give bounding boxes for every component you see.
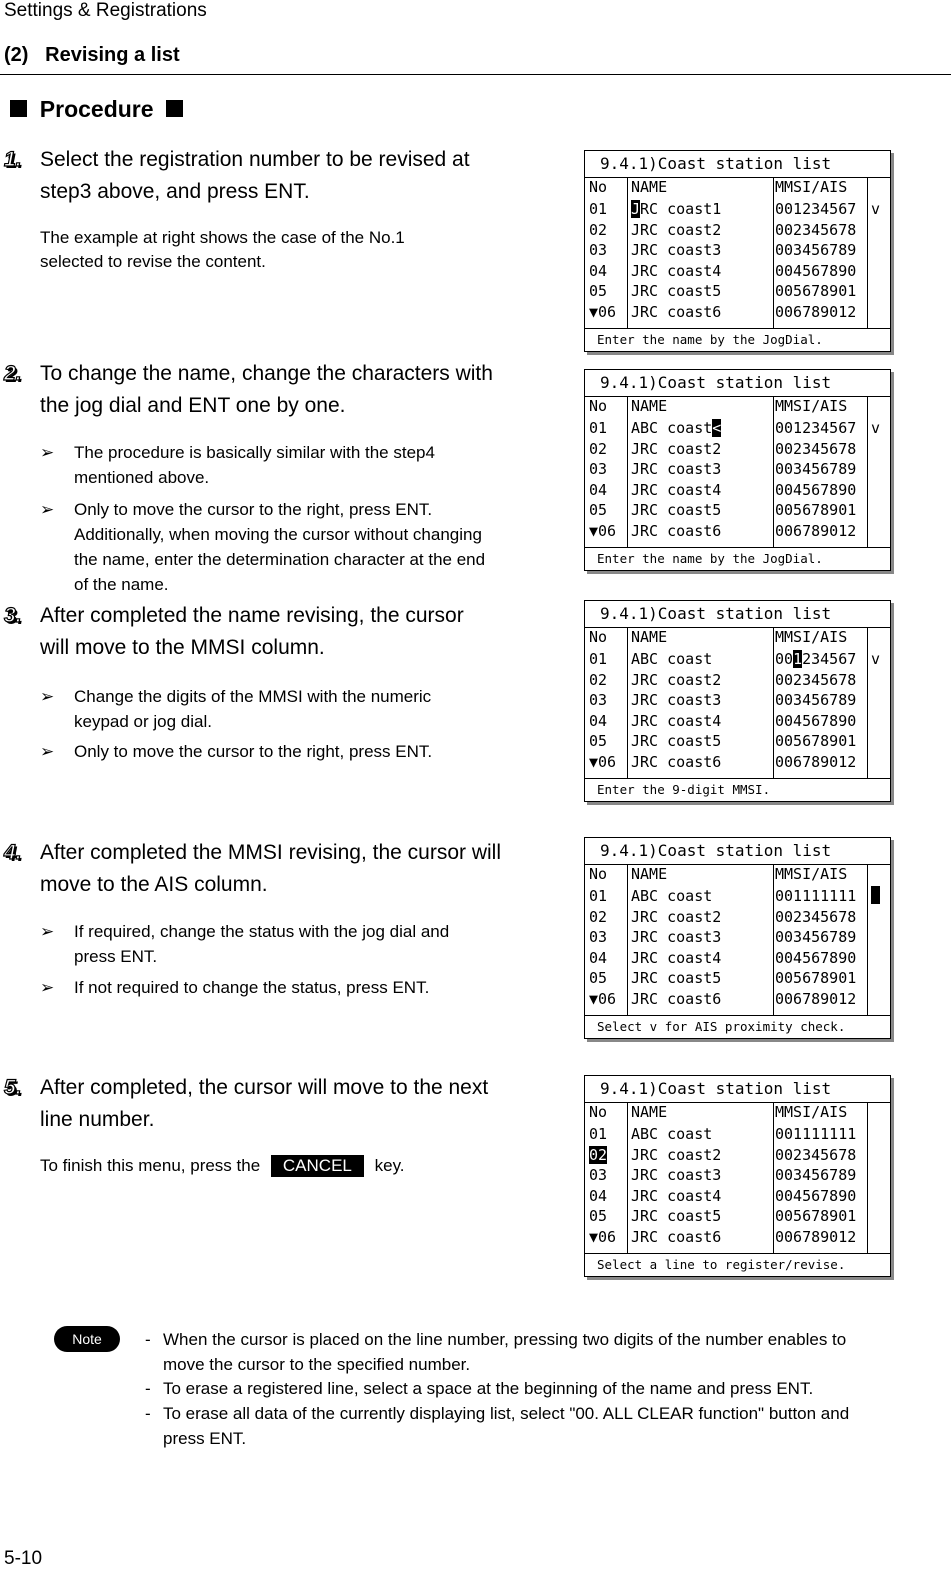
step-2-number: 2. — [4, 362, 22, 385]
lcd-row[interactable] — [585, 968, 890, 988]
lcd-message: Enter the 9-digit MMSI. — [597, 782, 771, 797]
row-name: JRC coast4 — [631, 261, 722, 280]
square-bullet-icon — [166, 100, 183, 117]
text-cursor: < — [712, 419, 722, 437]
row-mmsi: 004567890 — [775, 480, 857, 499]
row-number: 01 — [589, 887, 608, 905]
row-number: 03 — [589, 928, 608, 946]
col-name-header: NAME — [631, 178, 668, 196]
step-5-line-1: After completed, the cursor will move to the next — [40, 1076, 489, 1099]
row-name: JRC coast3 — [631, 691, 722, 709]
row-name: JRC coast3 — [631, 460, 722, 478]
row-number: 04 — [589, 711, 608, 730]
arrow-bullet-icon: ➢ — [40, 500, 55, 519]
row-mmsi: 003456789 — [775, 928, 857, 946]
row-mmsi: 004567890 — [775, 1186, 857, 1205]
lcd-title: 9.4.1)Coast station list — [600, 1079, 832, 1098]
lcd-row[interactable] — [585, 989, 890, 1009]
arrow-bullet-icon: ➢ — [40, 922, 55, 941]
lcd-header-row — [585, 397, 890, 417]
row-number: ▼06 — [589, 521, 617, 540]
step-5-detail: To finish this menu, press the CANCEL key. — [40, 1156, 405, 1175]
row-number: 05 — [589, 732, 608, 750]
lcd-row[interactable] — [585, 480, 890, 500]
step-3-line-2: will move to the MMSI column. — [40, 636, 325, 659]
step-5-number: 5. — [4, 1076, 22, 1099]
row-number: 02 — [589, 670, 608, 689]
note-item-1: - When the cursor is placed on the line number, pressing two digits of the number enables to move the cursor to the specified number. — [145, 1330, 847, 1374]
lcd-table — [585, 627, 890, 779]
col-no-header: No — [589, 397, 608, 415]
row-name: JRC coast2 — [631, 907, 722, 926]
col-name-header: NAME — [631, 865, 668, 883]
lcd-table — [585, 864, 890, 1016]
row-number: 02 — [589, 220, 608, 239]
row-mmsi: 003456789 — [775, 460, 857, 478]
lcd-row[interactable] — [585, 649, 890, 669]
row-name: ABC coast< — [631, 419, 722, 437]
row-number: 01 — [589, 419, 608, 437]
col-mmsi-header: MMSI/AIS — [775, 178, 848, 196]
step-3-line-1: After completed the name revising, the cursor — [40, 604, 464, 627]
col-no-header: No — [589, 1103, 608, 1121]
row-number: 05 — [589, 1207, 608, 1225]
col-no-header: No — [589, 865, 608, 883]
lcd-row[interactable] — [585, 281, 890, 301]
step-4-bullet-1: ➢ If required, change the status with the jog dial and press ENT. — [40, 919, 534, 969]
col-mmsi-header: MMSI/AIS — [775, 628, 848, 646]
lcd-row[interactable] — [585, 521, 890, 541]
block-cursor — [871, 886, 880, 904]
lcd-message: Enter the name by the JogDial. — [597, 551, 823, 566]
step-3-number: 3. — [4, 604, 22, 627]
row-number: ▼06 — [589, 752, 617, 771]
row-name: ABC coast — [631, 650, 713, 668]
lcd-row[interactable] — [585, 948, 890, 968]
row-number: 05 — [589, 969, 608, 987]
row-name: ABC coast — [631, 1125, 713, 1143]
row-name: JRC coast4 — [631, 480, 722, 499]
lcd-screen — [584, 150, 891, 352]
cancel-key-label: CANCEL — [271, 1155, 364, 1177]
row-number: 03 — [589, 241, 608, 259]
row-number: 02 — [589, 907, 608, 926]
row-name: JRC coast2 — [631, 1145, 722, 1164]
row-mmsi: 002345678 — [775, 439, 857, 458]
lcd-row[interactable] — [585, 907, 890, 927]
lcd-title: 9.4.1)Coast station list — [600, 154, 832, 173]
subsection-heading — [4, 44, 180, 67]
row-number: 02 — [589, 439, 608, 458]
note-item-2: - To erase a registered line, select a space at the beginning of the name and press ENT. — [145, 1379, 814, 1398]
col-no-header: No — [589, 178, 608, 196]
lcd-table — [585, 177, 890, 329]
row-mmsi: 004567890 — [775, 711, 857, 730]
col-name-header: NAME — [631, 397, 668, 415]
row-number: 04 — [589, 261, 608, 280]
subsection-title: Revising a list — [45, 44, 180, 66]
row-name: JRC coast3 — [631, 928, 722, 946]
lcd-row[interactable] — [585, 1206, 890, 1226]
row-mmsi: 001234567 — [775, 419, 857, 437]
step-3-bullet-2: ➢ Only to move the cursor to the right, press ENT. — [40, 739, 534, 764]
row-number: 03 — [589, 1166, 608, 1184]
step-1-main — [40, 144, 530, 208]
lcd-row[interactable] — [585, 1145, 890, 1165]
step-5-main — [40, 1072, 530, 1136]
procedure-title: Procedure — [39, 96, 154, 122]
row-number: 02 — [589, 1145, 608, 1164]
step-4-line-1: After completed the MMSI revising, the cursor will — [40, 841, 501, 864]
row-mmsi: 002345678 — [775, 670, 857, 689]
lcd-table — [585, 396, 890, 548]
step-4-number: 4. — [4, 841, 22, 864]
row-name: JRC coast3 — [631, 241, 722, 259]
lcd-screen — [584, 369, 891, 571]
note-item-3: - To erase all data of the currently displaying list, select "00. ALL CLEAR function" button and press ENT. — [145, 1404, 850, 1448]
step-1-detail — [40, 226, 405, 274]
step-2-bullet-2: ➢ Only to move the cursor to the right, press ENT. Additionally, when moving the cursor without changing the name, enter the determination character at the end of the name. — [40, 497, 534, 597]
lcd-row[interactable] — [585, 927, 890, 947]
lcd-row[interactable] — [585, 459, 890, 479]
arrow-bullet-icon: ➢ — [40, 443, 55, 462]
row-mmsi: 001234567 — [775, 650, 857, 668]
col-mmsi-header: MMSI/AIS — [775, 865, 848, 883]
square-bullet-icon — [10, 100, 27, 117]
text-cursor: 1 — [793, 650, 803, 668]
row-mmsi: 005678901 — [775, 501, 857, 519]
lcd-row[interactable] — [585, 752, 890, 772]
lcd-row[interactable] — [585, 711, 890, 731]
row-ais: v — [871, 200, 881, 218]
note-badge: Note — [54, 1326, 120, 1352]
row-mmsi: 006789012 — [775, 1227, 857, 1246]
lcd-row[interactable] — [585, 1186, 890, 1206]
row-mmsi: 005678901 — [775, 1207, 857, 1225]
page-number: 5-10 — [4, 1548, 43, 1569]
step-1-detail-1: The example at right shows the case of the No.1 — [40, 228, 405, 247]
col-name-header: NAME — [631, 1103, 668, 1121]
row-number: 04 — [589, 948, 608, 967]
row-name: JRC coast5 — [631, 282, 722, 300]
row-number: 03 — [589, 460, 608, 478]
arrow-bullet-icon: ➢ — [40, 687, 55, 706]
lcd-row[interactable] — [585, 690, 890, 710]
row-mmsi: 006789012 — [775, 752, 857, 771]
row-name: ABC coast — [631, 887, 713, 905]
lcd-header-row — [585, 178, 890, 198]
row-name: JRC coast6 — [631, 752, 722, 771]
lcd-row[interactable] — [585, 199, 890, 219]
step-5-line-2: line number. — [40, 1108, 155, 1131]
lcd-row[interactable] — [585, 302, 890, 322]
text-cursor: J — [631, 200, 641, 218]
row-mmsi: 001111111 — [775, 1125, 857, 1143]
lcd-row[interactable] — [585, 220, 890, 240]
row-ais: v — [871, 419, 881, 437]
step-1-line-1: Select the registration number to be revised at — [40, 148, 470, 171]
lcd-header-row — [585, 628, 890, 648]
lcd-table — [585, 1102, 890, 1254]
row-mmsi: 001111111 — [775, 887, 857, 905]
row-mmsi: 006789012 — [775, 521, 857, 540]
lcd-message: Select a line to register/revise. — [597, 1257, 846, 1272]
step-2-line-2: the jog dial and ENT one by one. — [40, 394, 346, 417]
row-mmsi: 004567890 — [775, 948, 857, 967]
lcd-row[interactable] — [585, 886, 890, 906]
lcd-row[interactable] — [585, 261, 890, 281]
col-mmsi-header: MMSI/AIS — [775, 397, 848, 415]
row-number: 01 — [589, 650, 608, 668]
col-mmsi-header: MMSI/AIS — [775, 1103, 848, 1121]
row-number: ▼06 — [589, 989, 617, 1008]
row-number: 03 — [589, 691, 608, 709]
row-name: JRC coast4 — [631, 1186, 722, 1205]
lcd-title: 9.4.1)Coast station list — [600, 604, 832, 623]
lcd-row[interactable] — [585, 670, 890, 690]
row-mmsi: 003456789 — [775, 241, 857, 259]
step-2-bullet-1: ➢ The procedure is basically similar with the step4 mentioned above. — [40, 440, 534, 490]
row-number: 01 — [589, 1125, 608, 1143]
step-4-bullet-2: ➢ If not required to change the status, press ENT. — [40, 975, 534, 1000]
row-name: JRC coast6 — [631, 521, 722, 540]
step-1-number: 1. — [4, 148, 22, 171]
lcd-message: Select v for AIS proximity check. — [597, 1019, 846, 1034]
lcd-row[interactable] — [585, 418, 890, 438]
arrow-bullet-icon: ➢ — [40, 978, 55, 997]
row-name: JRC coast5 — [631, 1207, 722, 1225]
row-mmsi: 006789012 — [775, 989, 857, 1008]
row-name: JRC coast6 — [631, 302, 722, 321]
lcd-header-row — [585, 1103, 890, 1123]
row-number: 05 — [589, 282, 608, 300]
section-header: Settings & Registrations — [4, 0, 207, 21]
lcd-row[interactable] — [585, 1227, 890, 1247]
row-mmsi: 005678901 — [775, 732, 857, 750]
step-4-main — [40, 837, 530, 901]
row-mmsi: 001234567 — [775, 200, 857, 218]
step-2-main — [40, 358, 530, 422]
row-name: JRC coast4 — [631, 948, 722, 967]
row-name: JRC coast2 — [631, 220, 722, 239]
lcd-screen — [584, 1075, 891, 1277]
row-mmsi: 005678901 — [775, 282, 857, 300]
row-name: JRC coast5 — [631, 969, 722, 987]
row-name: JRC coast3 — [631, 1166, 722, 1184]
lcd-row[interactable] — [585, 1124, 890, 1144]
subsection-number: (2) — [4, 44, 29, 66]
step-1-line-2: step3 above, and press ENT. — [40, 180, 310, 203]
step-3-bullet-1: ➢ Change the digits of the MMSI with the numeric keypad or jog dial. — [40, 684, 534, 734]
row-name: JRC coast2 — [631, 670, 722, 689]
row-name: JRC coast5 — [631, 732, 722, 750]
lcd-row[interactable] — [585, 439, 890, 459]
row-name: JRC coast2 — [631, 439, 722, 458]
row-mmsi: 002345678 — [775, 220, 857, 239]
row-mmsi: 003456789 — [775, 1166, 857, 1184]
lcd-row[interactable] — [585, 240, 890, 260]
row-mmsi: 002345678 — [775, 907, 857, 926]
row-name: JRC coast4 — [631, 711, 722, 730]
lcd-row[interactable] — [585, 731, 890, 751]
row-mmsi: 002345678 — [775, 1145, 857, 1164]
row-name: JRC coast1 — [631, 200, 722, 218]
row-name: JRC coast5 — [631, 501, 722, 519]
lcd-message: Enter the name by the JogDial. — [597, 332, 823, 347]
header-rule — [0, 74, 951, 75]
lcd-row[interactable] — [585, 1165, 890, 1185]
step-1-detail-2: selected to revise the content. — [40, 252, 266, 271]
procedure-heading — [10, 96, 183, 123]
step-2-line-1: To change the name, change the characters with — [40, 362, 493, 385]
lcd-row[interactable] — [585, 500, 890, 520]
row-number: 04 — [589, 1186, 608, 1205]
row-mmsi: 005678901 — [775, 969, 857, 987]
lcd-screen — [584, 837, 891, 1039]
lcd-title: 9.4.1)Coast station list — [600, 373, 832, 392]
row-number: ▼06 — [589, 1227, 617, 1246]
row-mmsi: 003456789 — [775, 691, 857, 709]
row-number: 01 — [589, 200, 608, 218]
row-ais — [871, 886, 880, 906]
lcd-header-row — [585, 865, 890, 885]
row-number: 05 — [589, 501, 608, 519]
row-ais: v — [871, 650, 881, 668]
step-4-line-2: move to the AIS column. — [40, 873, 268, 896]
col-name-header: NAME — [631, 628, 668, 646]
row-mmsi: 004567890 — [775, 261, 857, 280]
lcd-title: 9.4.1)Coast station list — [600, 841, 832, 860]
row-name: JRC coast6 — [631, 1227, 722, 1246]
arrow-bullet-icon: ➢ — [40, 742, 55, 761]
lcd-screen — [584, 600, 891, 802]
row-number: 04 — [589, 480, 608, 499]
row-name: JRC coast6 — [631, 989, 722, 1008]
row-mmsi: 006789012 — [775, 302, 857, 321]
row-number: ▼06 — [589, 302, 617, 321]
col-no-header: No — [589, 628, 608, 646]
step-3-main — [40, 600, 530, 664]
